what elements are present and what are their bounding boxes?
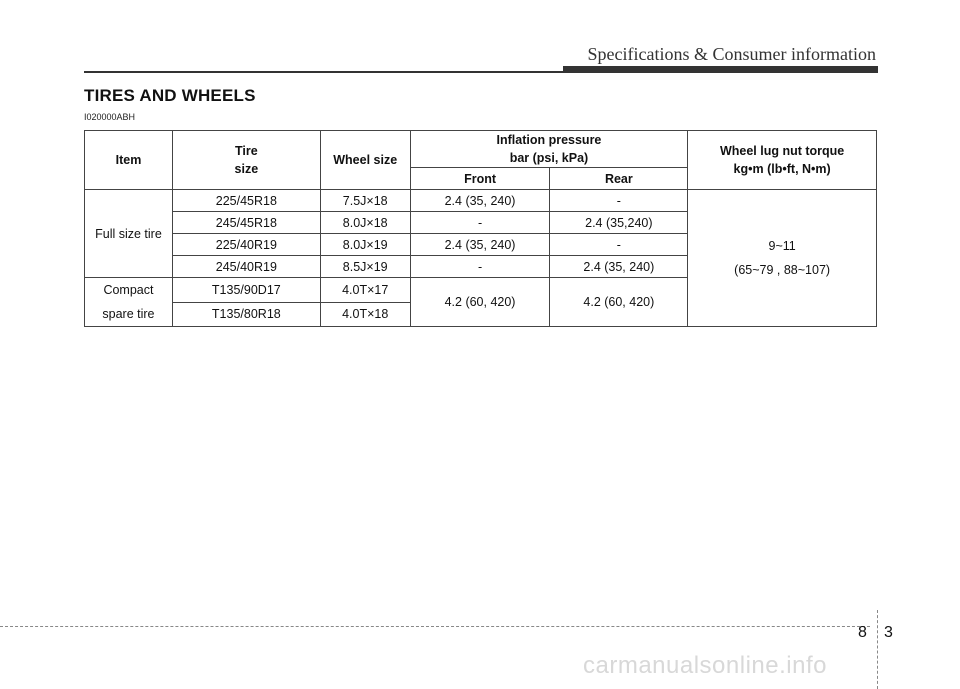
compact-front-pressure-cell: 4.2 (60, 420) (410, 278, 550, 327)
footer-divider (0, 626, 870, 627)
front-pressure-cell: - (410, 212, 550, 234)
wheel-size-cell: 7.5J×18 (320, 190, 410, 212)
table-row (85, 190, 877, 212)
watermark-text: carmanualsonline.info (583, 652, 827, 679)
header-wheel-size: Wheel size (320, 131, 410, 190)
tire-size-cell: T135/90D17 (172, 278, 320, 303)
tire-size-cell: 225/45R18 (172, 190, 320, 212)
header-section-title: Specifications & Consumer information (587, 44, 876, 64)
page-number: 3 (884, 624, 893, 641)
front-pressure-cell: - (410, 256, 550, 278)
group-full-size-tire: Full size tire (85, 190, 173, 278)
wheel-size-cell: 4.0T×18 (320, 302, 410, 327)
tires-wheels-table (84, 130, 877, 327)
header-item: Item (85, 131, 173, 190)
rear-pressure-cell: 2.4 (35, 240) (550, 256, 688, 278)
rear-pressure-cell: - (550, 234, 688, 256)
rear-pressure-cell: 2.4 (35,240) (550, 212, 688, 234)
header-rear: Rear (550, 168, 688, 190)
compact-rear-pressure-cell: 4.2 (60, 420) (550, 278, 688, 327)
page-number-divider (877, 610, 878, 689)
wheel-size-cell: 8.0J×18 (320, 212, 410, 234)
group-compact-spare-tire: Compact spare tire (85, 278, 173, 327)
section-title: TIRES AND WHEELS (84, 86, 256, 105)
header-tire-size: Tire size (172, 131, 320, 190)
wheel-size-cell: 8.5J×19 (320, 256, 410, 278)
header-front: Front (410, 168, 550, 190)
header-rule (84, 71, 878, 73)
tire-size-cell: 245/40R19 (172, 256, 320, 278)
header-inflation-pressure: Inflation pressure bar (psi, kPa) (410, 131, 688, 168)
wheel-size-cell: 4.0T×17 (320, 278, 410, 303)
tire-size-cell: 225/40R19 (172, 234, 320, 256)
header-lug-nut-torque: Wheel lug nut torque kg•m (lb•ft, N•m) (688, 131, 877, 190)
document-code: I020000ABH (84, 112, 136, 122)
front-pressure-cell: 2.4 (35, 240) (410, 234, 550, 256)
wheel-size-cell: 8.0J×19 (320, 234, 410, 256)
front-pressure-cell: 2.4 (35, 240) (410, 190, 550, 212)
tire-size-cell: 245/45R18 (172, 212, 320, 234)
rear-pressure-cell: - (550, 190, 688, 212)
table-header-row (85, 131, 877, 168)
page-section-number: 8 (858, 624, 867, 641)
tire-size-cell: T135/80R18 (172, 302, 320, 327)
lug-nut-torque-cell: 9~11 (65~79 , 88~107) (688, 190, 877, 327)
